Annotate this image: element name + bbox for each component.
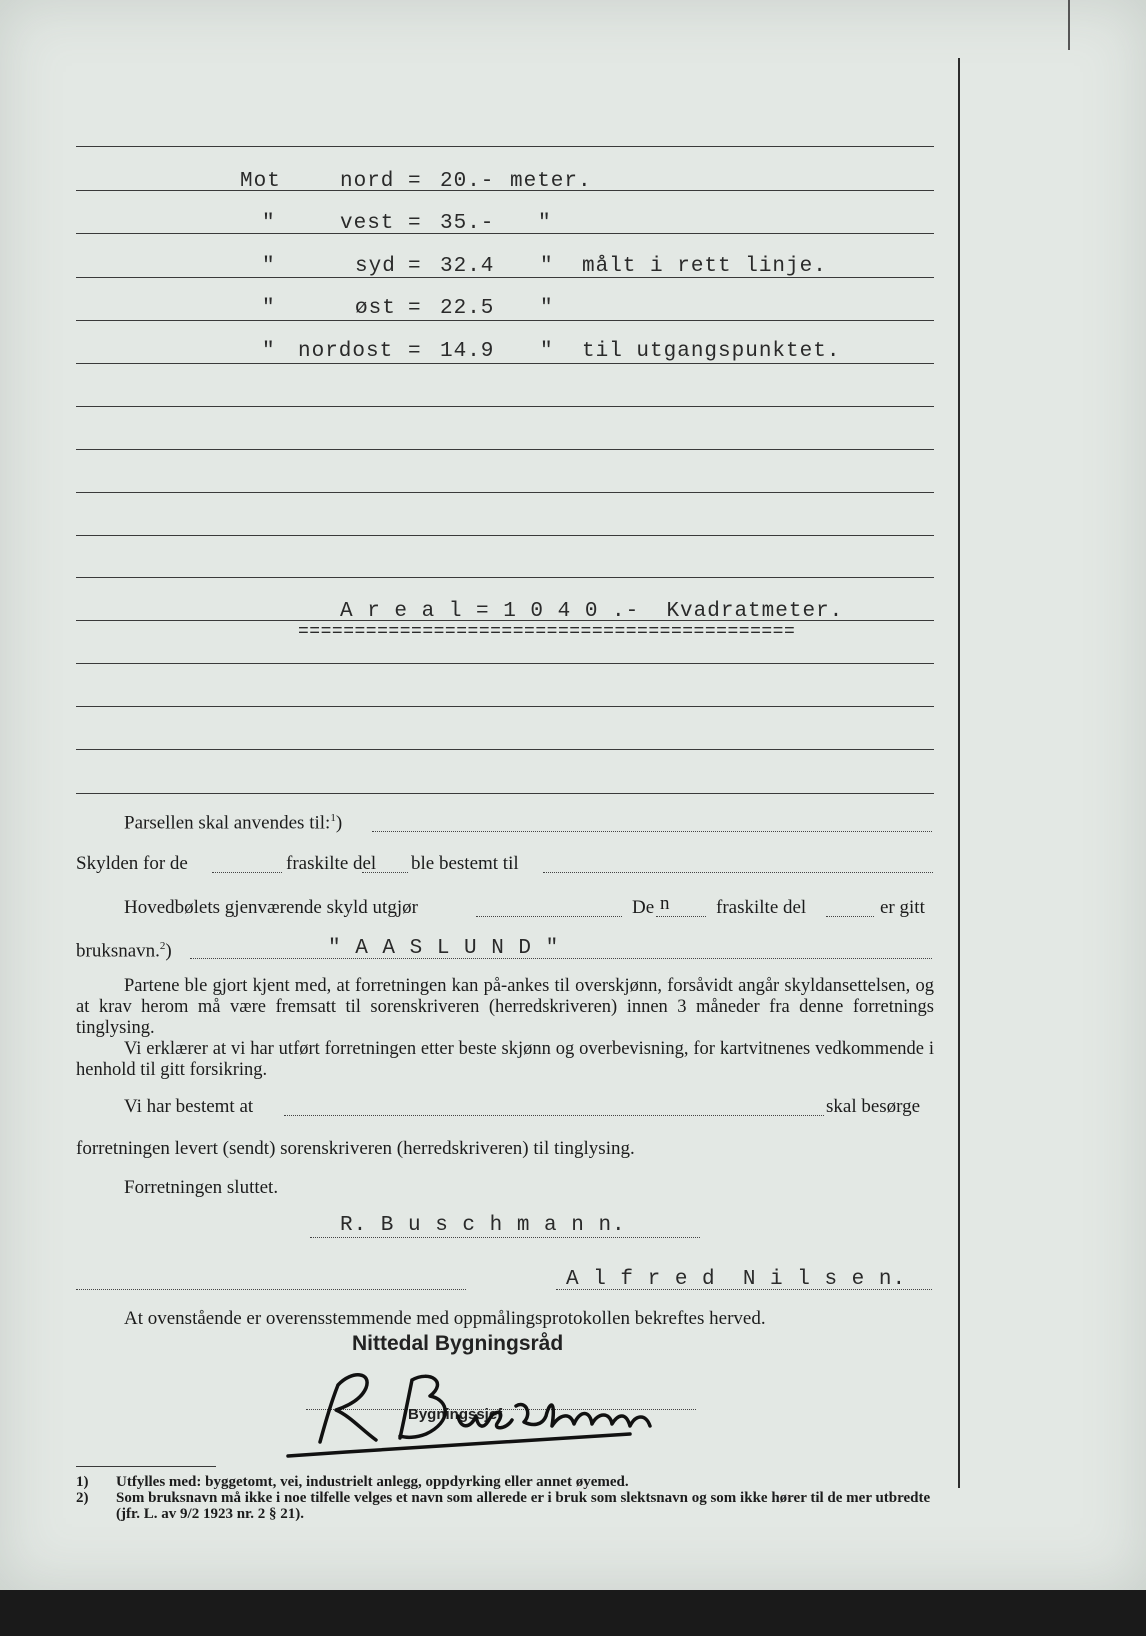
footnote-mark: 1) bbox=[76, 1474, 89, 1490]
vi-har-label: Vi har bestemt at bbox=[124, 1096, 254, 1117]
de-field[interactable] bbox=[656, 915, 706, 917]
appeal-paragraph: Partene ble gjort kjent med, at forretningen kan på-ankes til overskjønn, forsåvidt angår skyldansettelsen, og at krav herom må være fremsatt til sorenskriveren (herredskriveren) innen 3 måneder fra denne forretnings tinglysing. bbox=[76, 976, 934, 1038]
ruled-line bbox=[76, 535, 934, 536]
er-gitt-label: er gitt bbox=[880, 897, 925, 918]
ruled-line bbox=[76, 793, 934, 794]
handwritten-signature bbox=[280, 1330, 700, 1460]
survey-dir: " bbox=[262, 297, 276, 320]
ruled-line bbox=[76, 406, 934, 407]
footnote-2 bbox=[76, 1490, 934, 1522]
survey-value: 35.- bbox=[440, 212, 495, 235]
terms-paragraphs bbox=[76, 976, 934, 1081]
stamp-title: Bygningssjef bbox=[408, 1406, 503, 1423]
signature-2: A l f r e d N i l s e n. bbox=[566, 1268, 907, 1291]
survey-eq: = bbox=[408, 255, 422, 278]
skylden-field-1[interactable] bbox=[212, 871, 282, 873]
ruled-line bbox=[76, 663, 934, 664]
ruled-line bbox=[76, 706, 934, 707]
footnote-text: Som bruksnavn må ikke i noe tilfelle velges et navn som allerede er i bruk som slektsnavn og som ikke hører til de mer utbredte (jfr. L. av 9/2 1923 nr. 2 § 21). bbox=[116, 1490, 931, 1522]
skylden-label: Skylden for de bbox=[76, 853, 188, 874]
survey-side: nord bbox=[340, 170, 395, 193]
skylden-label-3: ble bestemt til bbox=[411, 853, 519, 874]
area-double-underline: ============================================ bbox=[298, 622, 796, 642]
fraskilte-label: fraskilte del bbox=[716, 897, 807, 918]
ruled-line bbox=[76, 363, 934, 364]
margin-line bbox=[958, 58, 960, 1488]
survey-note: målt i rett linje. bbox=[582, 255, 827, 278]
parsellen-field[interactable] bbox=[372, 830, 932, 832]
survey-dir: " bbox=[262, 340, 276, 363]
confirmation-line: At ovenstående er overensstemmende med oppmålingsprotokollen bekreftes herved. bbox=[124, 1308, 766, 1329]
bruksnavn-label: bruksnavn. bbox=[76, 940, 160, 962]
footnote-1 bbox=[76, 1474, 934, 1490]
survey-side: vest bbox=[340, 212, 395, 235]
survey-value: 20.- bbox=[440, 170, 495, 193]
skal-besorge-label: skal besørge bbox=[826, 1096, 921, 1117]
sluttet-line: Forretningen sluttet. bbox=[124, 1177, 279, 1198]
edge-mark bbox=[1068, 0, 1070, 50]
survey-note: til utgangspunktet. bbox=[582, 340, 841, 363]
hovedbolet-label: Hovedbølets gjenværende skyld utgjør bbox=[124, 897, 418, 918]
survey-unit: " bbox=[540, 340, 554, 363]
footnotes bbox=[76, 1474, 934, 1522]
footnote-text: Utfylles med: byggetomt, vei, industrielt anlegg, oppdyrking eller annet øyemed. bbox=[116, 1474, 629, 1490]
survey-unit: " bbox=[538, 212, 552, 235]
ruled-line bbox=[76, 320, 934, 321]
ruled-line bbox=[76, 233, 934, 234]
area-line: A r e a l = 1 0 4 0 .- Kvadratmeter. bbox=[340, 600, 844, 623]
stamp-org: Nittedal Bygningsråd bbox=[352, 1332, 564, 1355]
survey-eq: = bbox=[408, 340, 422, 363]
parsellen-row: Parsellen skal anvendes til:$^1$) bbox=[124, 812, 343, 834]
parsellen-label: Parsellen skal anvendes til: bbox=[124, 812, 331, 834]
ruled-line bbox=[76, 492, 934, 493]
fraskilte-field[interactable] bbox=[826, 915, 874, 917]
survey-dir: " bbox=[262, 212, 276, 235]
footnote-rule bbox=[76, 1466, 216, 1467]
survey-unit: " bbox=[540, 255, 554, 278]
levert-line: forretningen levert (sendt) sorenskriveren (herredskriveren) til tinglysing. bbox=[76, 1138, 635, 1159]
bruksnavn-row: bruksnavn.$^2$) bbox=[76, 940, 172, 962]
bruksnavn-field[interactable] bbox=[190, 957, 932, 959]
footnote-ref: 2 bbox=[159, 940, 166, 952]
survey-eq: = bbox=[408, 297, 422, 320]
survey-value: 22.5 bbox=[440, 297, 495, 320]
survey-value: 14.9 bbox=[440, 340, 495, 363]
skylden-field-3[interactable] bbox=[543, 871, 933, 873]
footnote-ref: 1 bbox=[330, 812, 336, 824]
responsible-field[interactable] bbox=[284, 1114, 824, 1116]
survey-side: nordost bbox=[298, 340, 394, 363]
survey-unit: meter. bbox=[510, 170, 592, 193]
ruled-line bbox=[76, 190, 934, 191]
signature-line-2[interactable] bbox=[76, 1288, 466, 1290]
skylden-field-2[interactable] bbox=[362, 871, 408, 873]
survey-eq: = bbox=[408, 212, 422, 235]
skylden-label-2: fraskilte del bbox=[286, 853, 377, 874]
survey-side: syd bbox=[355, 255, 396, 278]
signature-1: R. B u s c h m a n n. bbox=[340, 1214, 626, 1237]
survey-dir: Mot bbox=[240, 170, 281, 193]
bruksnavn-value: " A A S L U N D " bbox=[328, 937, 560, 960]
ruled-line bbox=[76, 146, 934, 147]
declaration-paragraph: Vi erklærer at vi har utført forretningen etter beste skjønn og overbevisning, for kartvitnenes vedkommende i henhold til gitt forsikring. bbox=[76, 1039, 934, 1080]
ruled-line bbox=[76, 577, 934, 578]
survey-unit: " bbox=[540, 297, 554, 320]
ruled-line bbox=[76, 449, 934, 450]
hovedbolet-field[interactable] bbox=[476, 915, 622, 917]
survey-value: 32.4 bbox=[440, 255, 495, 278]
footnote-mark: 2) bbox=[76, 1490, 89, 1506]
de-label: De bbox=[632, 897, 655, 918]
survey-side: øst bbox=[355, 297, 396, 320]
ruled-line bbox=[76, 749, 934, 750]
survey-dir: " bbox=[262, 255, 276, 278]
de-fill: n bbox=[660, 893, 670, 914]
survey-eq: = bbox=[408, 170, 422, 193]
